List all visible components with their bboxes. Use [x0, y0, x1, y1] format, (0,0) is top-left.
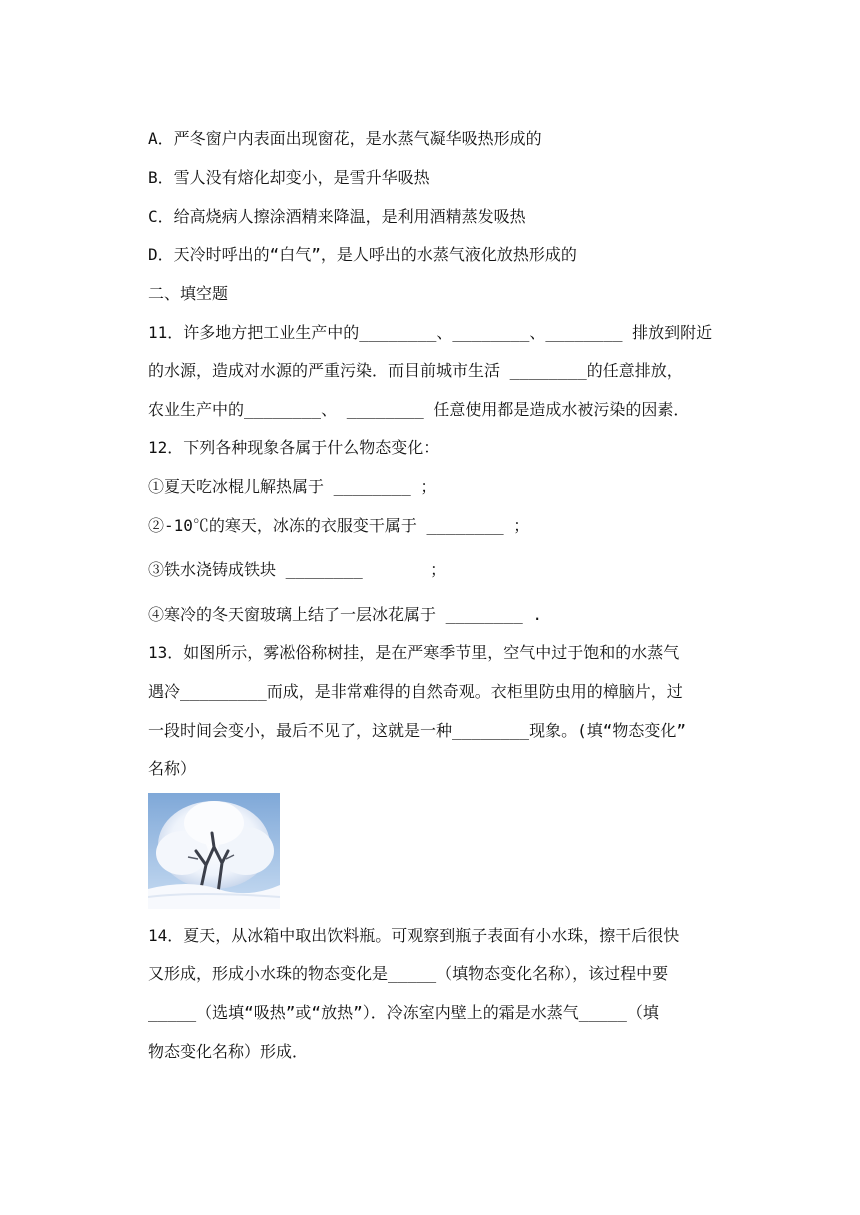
q13-line-4: 名称） — [148, 759, 197, 778]
q11-line-3: 农业生产中的________、 ________ 任意使用都是造成水被污染的因素． — [148, 400, 690, 419]
q12-item-1: ①夏天吃冰棍儿解热属于 ________ ； — [148, 477, 437, 496]
option-d: D．天冷时呼出的“白气”，是人呼出的水蒸气液化放热形成的 — [148, 245, 577, 264]
option-c: C．给高烧病人擦涂酒精来降温，是利用酒精蒸发吸热 — [148, 207, 526, 226]
q11-line-1: 11．许多地方把工业生产中的________、________、________ 排放到附近 — [148, 323, 713, 342]
q14-line-2: 又形成，形成小水珠的物态变化是_____（填物态变化名称），该过程中要 — [148, 964, 669, 983]
q13-line-2: 遇冷_________而成，是非常难得的自然奇观。衣柜里防虫用的樟脑片，过 — [148, 682, 683, 701]
option-b: B．雪人没有熔化却变小，是雪升华吸热 — [148, 168, 430, 187]
q12-item-4: ④寒冷的冬天窗玻璃上结了一层冰花属于 ________ . — [148, 605, 542, 624]
q12-stem: 12．下列各种现象各属于什么物态变化： — [148, 438, 440, 457]
q14-line-1: 14．夏天，从冰箱中取出饮料瓶。可观察到瓶子表面有小水珠，擦干后很快 — [148, 926, 680, 945]
section-heading: 二、填空题 — [148, 284, 229, 303]
q14-line-3: _____（选填“吸热”或“放热”）．冷冻室内壁上的霜是水蒸气_____（填 — [148, 1003, 659, 1022]
option-a: A．严冬窗户内表面出现窗花，是水蒸气凝华吸热形成的 — [148, 129, 542, 148]
q13-line-3: 一段时间会变小，最后不见了，这就是一种________现象。(填“物态变化” — [148, 721, 686, 740]
q12-item-3: ③铁水浇铸成铁块 ________ ； — [148, 560, 447, 579]
q14-line-4: 物态变化名称）形成． — [148, 1042, 309, 1061]
q11-line-2: 的水源，造成对水源的严重污染．而目前城市生活 ________的任意排放， — [148, 361, 683, 380]
q13-line-1: 13．如图所示，雾凇俗称树挂，是在严寒季节里，空气中过于饱和的水蒸气 — [148, 643, 680, 662]
rime-tree-image — [148, 793, 280, 909]
q12-item-2: ②-10℃的寒天，冰冻的衣服变干属于 ________ ； — [148, 516, 530, 535]
